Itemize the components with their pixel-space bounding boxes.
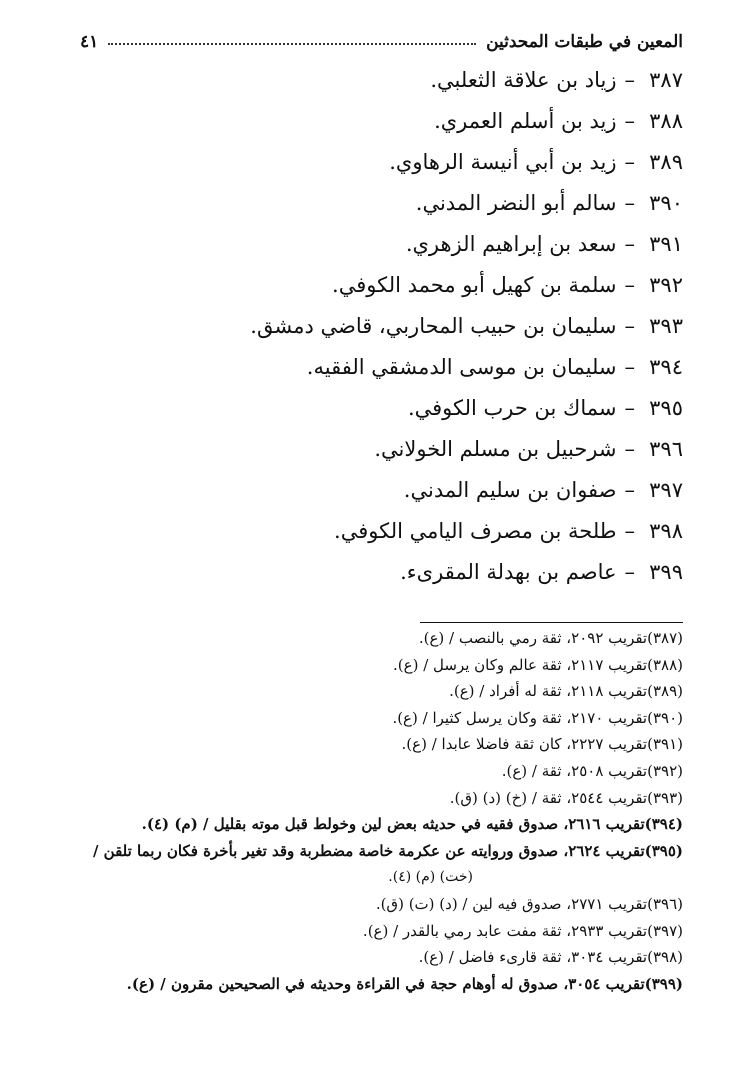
entry-text: سماك بن حرب الكوفي. [407, 396, 617, 420]
footnote: (٣٩١)تقريب ٢٢٢٧، كان ثقة فاضلا عابدا / (ع). [401, 735, 683, 754]
footnote: (٣٩٧)تقريب ٢٩٣٣، ثقة مفت عابد رمي بالقدر / (ع). [362, 921, 683, 940]
list-item: ٣٩١ – سعد بن إبراهيم الزهري. [83, 224, 683, 265]
list-item: ٣٩٢ – سلمة بن كهيل أبو محمد الكوفي. [83, 265, 683, 306]
list-item: ٣٩٧ – صفوان بن سليم المدني. [83, 470, 683, 511]
entry-text: عاصم بن بهدلة المقرىء. [400, 560, 617, 584]
entry-text: سليمان بن حبيب المحاربي، قاضي دمشق. [250, 314, 617, 338]
entry-number: ٣٩٣ [649, 314, 683, 338]
entry-text: طلحة بن مصرف اليامي الكوفي. [334, 519, 617, 543]
narrator-list [83, 60, 683, 593]
footnote: (٣٨٩)تقريب ٢١١٨، ثقة له أفراد / (ع). [449, 682, 683, 701]
entry-number: ٣٩٦ [649, 437, 683, 461]
footnote: (٣٨٨)تقريب ٢١١٧، ثقة عالم وكان يرسل / (ع). [393, 655, 683, 674]
page-number: ٤١ [80, 32, 99, 52]
footnote-separator [420, 622, 683, 623]
entry-text: سالم أبو النضر المدني. [415, 191, 617, 215]
entry-number: ٣٩٢ [649, 273, 683, 297]
book-title: المعين في طبقات المحدثين [486, 32, 683, 52]
entry-text: صفوان بن سليم المدني. [403, 478, 617, 502]
entry-text: سلمة بن كهيل أبو محمد الكوفي. [332, 273, 617, 297]
entry-number: ٣٩٩ [649, 560, 683, 584]
entry-number: ٣٩٤ [649, 355, 683, 379]
entry-number: ٣٩٥ [649, 396, 683, 420]
page-header [80, 18, 683, 52]
list-item: ٣٩٥ – سماك بن حرب الكوفي. [83, 388, 683, 429]
entry-text: زيد بن أبي أنيسة الرهاوي. [389, 150, 617, 174]
entry-number: ٣٩٨ [649, 519, 683, 543]
entry-text: سليمان بن موسى الدمشقي الفقيه. [306, 355, 617, 379]
entry-text: شرحبيل بن مسلم الخولاني. [374, 437, 617, 461]
entry-number: ٣٨٩ [649, 150, 683, 174]
footnotes [58, 625, 683, 997]
list-item: ٣٩٩ – عاصم بن بهدلة المقرىء. [83, 552, 683, 593]
entry-number: ٣٩١ [649, 232, 683, 256]
entry-text: زياد بن علاقة الثعلبي. [430, 68, 617, 92]
footnote: (٣٩٢)تقريب ٢٥٠٨، ثقة / (ع). [501, 761, 683, 780]
entry-number: ٣٨٧ [649, 68, 683, 92]
footnote: (٣٩٦)تقريب ٢٧٧١، صدوق فيه لين / (د) (ت) (ق). [375, 894, 683, 913]
entry-number: ٣٨٨ [649, 109, 683, 133]
list-item: ٣٨٧ – زياد بن علاقة الثعلبي. [83, 60, 683, 101]
footnote: (٣٩٤)تقريب ٢٦١٦، صدوق فقيه في حديثه بعض لين وخولط قبل موته بقليل / (م) (٤). [141, 815, 683, 834]
entry-text: زيد بن أسلم العمري. [434, 109, 617, 133]
footnote: (٣٩٣)تقريب ٢٥٤٤، ثقة / (خ) (د) (ق). [449, 788, 683, 807]
entry-text: سعد بن إبراهيم الزهري. [405, 232, 617, 256]
list-item: ٣٨٩ – زيد بن أبي أنيسة الرهاوي. [83, 142, 683, 183]
list-item: ٣٩٠ – سالم أبو النضر المدني. [83, 183, 683, 224]
footnote: (٣٩٩)تقريب ٣٠٥٤، صدوق له أوهام حجة في القراءة وحديثه في الصحيحين مقرون / (ع). [126, 974, 683, 993]
footnote: (٣٩٨)تقريب ٣٠٣٤، ثقة قارىء فاضل / (ع). [418, 948, 683, 967]
list-item: ٣٩٤ – سليمان بن موسى الدمشقي الفقيه. [83, 347, 683, 388]
footnote: (٣٩٥)تقريب ٢٦٢٤، صدوق وروايته عن عكرمة خاصة مضطربة وقد تغير بأخرة فكان ربما تلقن / [92, 841, 683, 860]
list-item: ٣٩٨ – طلحة بن مصرف اليامي الكوفي. [83, 511, 683, 552]
footnote: (٣٨٧)تقريب ٢٠٩٢، ثقة رمي بالنصب / (ع). [418, 629, 683, 647]
footnote: (٣٩٠)تقريب ٢١٧٠، ثقة وكان يرسل كثيرا / (ع). [392, 708, 683, 727]
entry-number: ٣٩٧ [649, 478, 683, 502]
header-dotted-leader [108, 43, 476, 45]
list-item: ٣٩٦ – شرحبيل بن مسلم الخولاني. [83, 429, 683, 470]
list-item: ٣٩٣ – سليمان بن حبيب المحاربي، قاضي دمشق. [83, 306, 683, 347]
list-item: ٣٨٨ – زيد بن أسلم العمري. [83, 101, 683, 142]
footnote-continuation: (خت) (م) (٤). [388, 869, 473, 886]
entry-number: ٣٩٠ [649, 191, 683, 215]
